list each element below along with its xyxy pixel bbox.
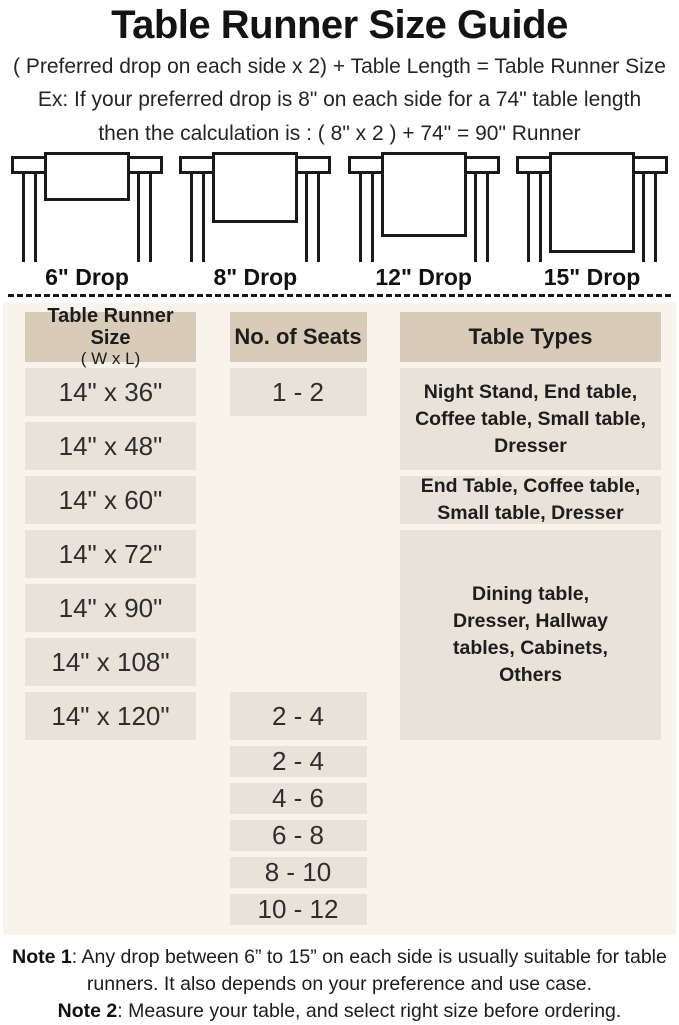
runner-size-cell: 14" x 60" bbox=[25, 476, 196, 524]
runner-size-cell: 14" x 72" bbox=[25, 530, 196, 578]
table-types-cell-medium: End Table, Coffee table, Small table, Dresser bbox=[400, 476, 661, 524]
table-leg-right bbox=[642, 170, 657, 262]
seats-cell: 10 - 12 bbox=[230, 894, 367, 925]
header-runner-size-subtitle: ( W x L) bbox=[80, 348, 141, 368]
runner-drape bbox=[381, 152, 467, 237]
table-illustration bbox=[10, 152, 164, 262]
seats-cell: 4 - 6 bbox=[230, 783, 367, 814]
note-1-label: Note 1 bbox=[12, 946, 72, 969]
table-types-cell-small: Night Stand, End table, Coffee table, Small table, Dresser bbox=[400, 368, 661, 470]
note-2 bbox=[4, 998, 675, 1025]
drop-diagram-15 bbox=[511, 152, 673, 290]
runner-size-cell: 14" x 36" bbox=[25, 368, 196, 416]
seats-cell: 1 - 2 bbox=[230, 368, 367, 416]
note-2-text: : Measure your table, and select right size before ordering. bbox=[117, 1000, 622, 1023]
runner-size-cell: 14" x 120" bbox=[25, 692, 196, 740]
runner-drape bbox=[44, 152, 130, 201]
seats-cell: 8 - 10 bbox=[230, 857, 367, 888]
table-leg-right bbox=[305, 170, 320, 262]
header-runner-size bbox=[25, 304, 196, 368]
table-types-cell-large: Dining table, Dresser, Hallway tables, Cabinets, Others bbox=[400, 530, 661, 740]
seats-cell: 2 - 4 bbox=[230, 746, 367, 777]
drop-label: 12" Drop bbox=[375, 263, 472, 290]
note-1 bbox=[4, 944, 675, 998]
header-table-types: Table Types bbox=[400, 312, 661, 362]
drop-diagram-8 bbox=[174, 152, 336, 290]
table-illustration bbox=[515, 152, 669, 262]
runner-drape bbox=[549, 152, 635, 253]
runner-size-cell: 14" x 48" bbox=[25, 422, 196, 470]
example-line-2: then the calculation is : ( 8" x 2 ) + 74" = 90" Runner bbox=[98, 121, 581, 145]
notes-section bbox=[0, 944, 679, 1025]
table-illustration bbox=[347, 152, 501, 262]
runner-size-cell: 14" x 90" bbox=[25, 584, 196, 632]
drop-label: 15" Drop bbox=[543, 263, 641, 290]
size-table-panel bbox=[3, 303, 676, 935]
page-title: Table Runner Size Guide bbox=[111, 3, 568, 47]
header-runner-size-title: Table Runner Size bbox=[47, 304, 174, 349]
table-illustration bbox=[178, 152, 332, 262]
table-leg-left bbox=[359, 170, 374, 262]
size-table bbox=[25, 304, 661, 925]
header-seats: No. of Seats bbox=[230, 312, 367, 362]
drop-label: 8" Drop bbox=[213, 263, 298, 290]
seats-cell: 6 - 8 bbox=[230, 820, 367, 851]
runner-drape bbox=[212, 152, 298, 223]
runner-size-cell: 14" x 108" bbox=[25, 638, 196, 686]
example-line-1: Ex: If your preferred drop is 8" on each side for a 74" table length bbox=[37, 88, 642, 112]
table-leg-left bbox=[527, 170, 542, 262]
note-2-label: Note 2 bbox=[57, 1000, 118, 1023]
drop-diagrams-row bbox=[0, 152, 679, 290]
size-guide-page bbox=[0, 2, 679, 1023]
formula-line: ( Preferred drop on each side x 2) + Table Length = Table Runner Size bbox=[13, 55, 666, 78]
table-leg-left bbox=[22, 170, 37, 262]
note-1-text: : Any drop between 6” to 15” on each side is usually suitable for table runners. It also depends on your preference and use case. bbox=[71, 946, 667, 996]
drop-label: 6" Drop bbox=[45, 263, 129, 290]
seats-cell: 2 - 4 bbox=[230, 692, 367, 740]
drop-diagram-6 bbox=[6, 152, 168, 290]
dashed-divider bbox=[8, 294, 671, 297]
drop-diagram-12 bbox=[343, 152, 505, 290]
table-leg-right bbox=[474, 170, 489, 262]
table-leg-left bbox=[190, 170, 205, 262]
table-leg-right bbox=[137, 170, 152, 262]
